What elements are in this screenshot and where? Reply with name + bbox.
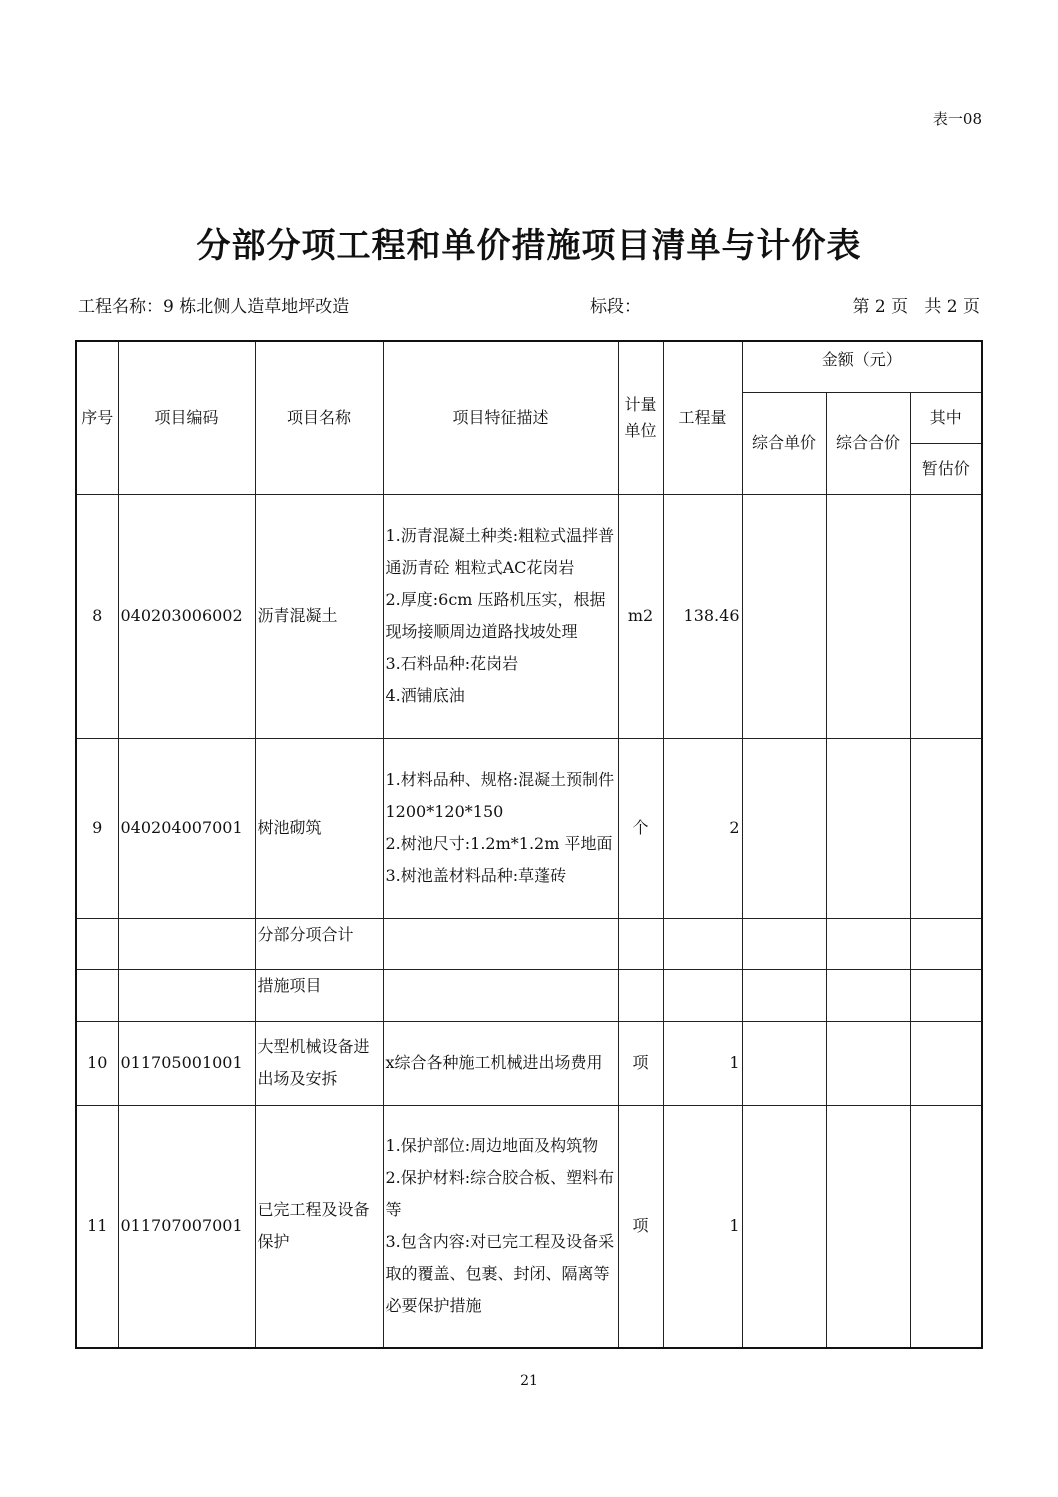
cell-unit: 个 xyxy=(618,738,663,918)
cell-qty: 1 xyxy=(663,1021,742,1105)
cell-unit: 项 xyxy=(618,1105,663,1348)
desc-line: 3.包含内容:对已完工程及设备采取的覆盖、包裹、封闭、隔离等必要保护措施 xyxy=(385,1232,615,1316)
cell-unit: 项 xyxy=(618,1021,663,1105)
cell-qty xyxy=(663,969,742,1021)
cell-total-price xyxy=(826,494,910,738)
desc-line: 1.保护部位:周边地面及构筑物 xyxy=(385,1136,599,1156)
table-row xyxy=(76,1021,982,1105)
cell-unit xyxy=(618,969,663,1021)
cell-qty: 138.46 xyxy=(663,494,742,738)
cell-unit-price xyxy=(742,1105,826,1348)
table-row xyxy=(76,494,982,738)
cell-name: 树池砌筑 xyxy=(255,738,383,918)
desc-line: 1.沥青混凝土种类:粗粒式温拌普通沥青砼 粗粒式AC花岗岩 xyxy=(385,526,615,577)
cell-name: 沥青混凝土 xyxy=(255,494,383,738)
desc-line: 2.保护材料:综合胶合板、塑料布等 xyxy=(385,1168,615,1220)
cell-code xyxy=(118,918,255,969)
header-amount: 金额（元） xyxy=(742,341,982,392)
table-row xyxy=(76,969,982,1021)
page-indicator: 第 2 页 共 2 页 xyxy=(852,297,980,317)
header-unit-price: 综合单价 xyxy=(742,392,826,494)
cell-provisional xyxy=(910,1105,982,1348)
desc-line: x综合各种施工机械进出场费用 xyxy=(385,1053,603,1072)
header-name: 项目名称 xyxy=(255,341,383,494)
cell-seq: 11 xyxy=(76,1105,118,1348)
section-label: 标段： xyxy=(590,297,641,317)
cell-unit-price xyxy=(742,1021,826,1105)
cell-unit-price xyxy=(742,738,826,918)
cell-seq: 8 xyxy=(76,494,118,738)
cell-code: 040204007001 xyxy=(118,738,255,918)
cell-provisional xyxy=(910,738,982,918)
cell-unit: m2 xyxy=(618,494,663,738)
cell-name: 分部分项合计 xyxy=(255,918,383,969)
project-name: 工程名称：9 栋北侧人造草地坪改造 xyxy=(78,297,350,317)
header-unit: 计量单位 xyxy=(618,341,663,494)
table-row xyxy=(76,1105,982,1348)
header-code: 项目编码 xyxy=(118,341,255,494)
header-provisional: 暂估价 xyxy=(910,443,982,494)
cell-desc xyxy=(383,969,618,1021)
cell-unit xyxy=(618,918,663,969)
cell-total-price xyxy=(826,969,910,1021)
page-number: 21 xyxy=(520,1373,538,1389)
cell-desc xyxy=(383,1105,618,1348)
cell-code xyxy=(118,969,255,1021)
cell-desc xyxy=(383,738,618,918)
cell-total-price xyxy=(826,1021,910,1105)
cell-code: 011707007001 xyxy=(118,1105,255,1348)
table-row xyxy=(76,918,982,969)
header-of-which: 其中 xyxy=(910,392,982,443)
desc-line: 3.石料品种:花岗岩 xyxy=(385,654,519,673)
header-qty: 工程量 xyxy=(663,341,742,494)
desc-line: 4.洒铺底油 xyxy=(385,686,465,705)
cell-total-price xyxy=(826,738,910,918)
cell-provisional xyxy=(910,918,982,969)
cell-code: 040203006002 xyxy=(118,494,255,738)
cell-qty: 1 xyxy=(663,1105,742,1348)
page-title: 分部分项工程和单价措施项目清单与计价表 xyxy=(196,226,862,266)
cell-provisional xyxy=(910,969,982,1021)
cell-provisional xyxy=(910,1021,982,1105)
cell-unit-price xyxy=(742,494,826,738)
header-total-price: 综合合价 xyxy=(826,392,910,494)
header-desc: 项目特征描述 xyxy=(383,341,618,494)
cell-provisional xyxy=(910,494,982,738)
cell-name: 措施项目 xyxy=(255,969,383,1021)
cell-seq: 9 xyxy=(76,738,118,918)
bill-table xyxy=(75,340,983,1349)
table-row xyxy=(76,738,982,918)
cell-desc xyxy=(383,1021,618,1105)
desc-line: 1.材料品种、规格:混凝土预制件 1200*120*150 xyxy=(385,770,615,821)
cell-qty: 2 xyxy=(663,738,742,918)
cell-unit-price xyxy=(742,969,826,1021)
cell-seq: 10 xyxy=(76,1021,118,1105)
cell-seq xyxy=(76,969,118,1021)
header-seq: 序号 xyxy=(76,341,118,494)
cell-name: 大型机械设备进出场及安拆 xyxy=(255,1021,383,1105)
cell-seq xyxy=(76,918,118,969)
cell-name: 已完工程及设备保护 xyxy=(255,1105,383,1348)
table-code: 表一08 xyxy=(932,110,982,128)
desc-line: 2.树池尺寸:1.2m*1.2m 平地面 xyxy=(385,834,613,853)
cell-desc xyxy=(383,494,618,738)
cell-unit-price xyxy=(742,918,826,969)
cell-code: 011705001001 xyxy=(118,1021,255,1105)
desc-line: 2.厚度:6cm 压路机压实，根据现场接顺周边道路找坡处理 xyxy=(385,590,606,641)
cell-qty xyxy=(663,918,742,969)
desc-line: 3.树池盖材料品种:草蓬砖 xyxy=(385,866,567,885)
cell-total-price xyxy=(826,918,910,969)
cell-desc xyxy=(383,918,618,969)
cell-total-price xyxy=(826,1105,910,1348)
